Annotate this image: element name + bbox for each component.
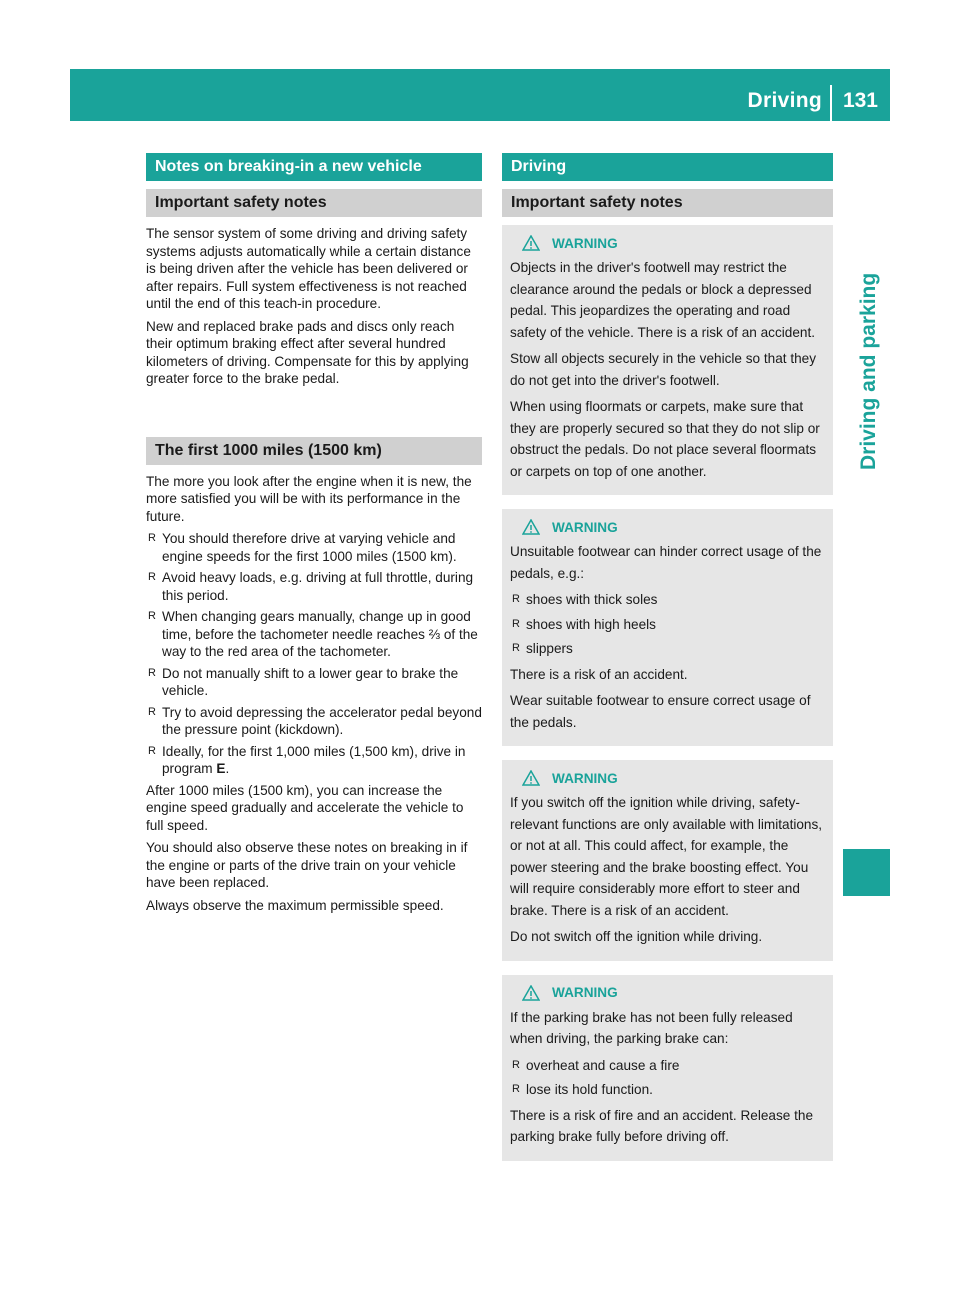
header-title: Driving — [747, 89, 822, 112]
section-title-driving: Driving — [502, 153, 833, 181]
bullet-marker: R — [148, 744, 156, 757]
warning-triangle-icon — [522, 770, 540, 786]
warning-header — [510, 985, 825, 1001]
bullet-marker: R — [512, 617, 520, 630]
bullet-marker: R — [148, 705, 156, 718]
bullet-marker: R — [148, 610, 156, 622]
list-item-text-end: . — [225, 761, 230, 776]
bullet-marker: R — [512, 1083, 520, 1095]
warning-box — [502, 225, 833, 495]
subsection-title-safety: Important safety notes — [146, 189, 482, 217]
paragraph: Objects in the driver's footwell may restrict the clearance around the pedals or block a depressed pedal. This jeopardizes the operating and road safety of the vehicle. There is a risk of an accident. — [510, 260, 816, 340]
list-item — [146, 665, 482, 700]
list-item-text: Avoid heavy loads, e.g. driving at full throttle, during this period. — [162, 570, 474, 603]
program-letter: E — [216, 761, 226, 776]
page-header — [70, 69, 890, 121]
bullet-marker: R — [512, 642, 520, 654]
page-number: 131 — [842, 89, 878, 112]
warning-header — [510, 235, 825, 251]
list-item-text: lose its hold function. — [526, 1082, 653, 1097]
bullet-marker: R — [148, 571, 156, 583]
paragraph: Always observe the maximum permissible speed. — [146, 897, 444, 913]
list-item-text: overheat and cause a fire — [526, 1057, 680, 1073]
warning-box — [502, 975, 833, 1161]
paragraph: If you switch off the ignition while driving, safety-relevant functions are only available with limitations, or not at all. This could affect, for example, the power steering and the brake boosting effect. You will require considerably more effort to steer and brake. There is a risk of an accident. — [510, 795, 823, 918]
paragraph: The more you look after the engine when it is new, the more satisfied you will be with its performance in the future. — [146, 473, 472, 524]
bullet-marker: R — [512, 593, 520, 605]
paragraph: Do not switch off the ignition while driving. — [510, 929, 763, 944]
paragraph: There is a risk of an accident. — [510, 666, 688, 682]
bullet-list — [510, 589, 825, 660]
list-item-text: Do not manually shift to a lower gear to brake the vehicle. — [162, 665, 459, 698]
list-item-text: shoes with high heels — [526, 616, 656, 632]
warning-triangle-icon — [522, 235, 540, 251]
paragraph: If the parking brake has not been fully released when driving, the parking brake can: — [510, 1009, 793, 1046]
paragraph: Stow all objects securely in the vehicle so that they do not get into the driver's footwell. — [510, 351, 817, 388]
right-column — [502, 153, 833, 1175]
bullet-marker: R — [148, 666, 156, 679]
list-item-text: Try to avoid depressing the accelerator pedal beyond the pressure point (kickdown). — [162, 704, 482, 737]
paragraph: When using floormats or carpets, make sure that they are properly secured so that they do not slip or obstruct the pedals. Do not place several floormats or carpets on top of one another. — [510, 399, 820, 479]
side-tab-marker — [843, 849, 890, 896]
list-item-text: When changing gears manually, change up in good time, before the tachometer needle reaches ⅔ of the way to the red area of the tachometer. — [162, 609, 478, 659]
list-item — [510, 589, 825, 611]
section-title-breaking-in: Notes on breaking-in a new vehicle — [146, 153, 482, 181]
warning-label: WARNING — [552, 985, 618, 1000]
list-item — [146, 608, 482, 661]
warning-box — [502, 760, 833, 961]
list-item — [146, 743, 482, 778]
list-item — [510, 638, 825, 660]
header-divider — [830, 85, 832, 121]
warning-header — [510, 519, 825, 535]
list-item-text: You should therefore drive at varying vehicle and engine speeds for the first 1000 miles (1500 km). — [162, 531, 457, 564]
list-item-text: slippers — [526, 641, 573, 656]
paragraph: New and replaced brake pads and discs only reach their optimum braking effect after several hundred kilometers of driving. Compensate for this by applying greater force to the brake pedal. — [146, 318, 469, 386]
paragraph: Wear suitable footwear to ensure correct usage of the pedals. — [510, 693, 811, 730]
warning-header — [510, 770, 825, 786]
paragraph: Unsuitable footwear can hinder correct usage of the pedals, e.g.: — [510, 544, 822, 581]
paragraph: There is a risk of fire and an accident. Release the parking brake fully before driving off. — [510, 1107, 813, 1144]
list-item — [146, 704, 482, 739]
list-item — [146, 530, 482, 565]
paragraph: You should also observe these notes on breaking in if the engine or parts of the drive train on your vehicle have been replaced. — [146, 840, 468, 890]
bullet-marker: R — [148, 532, 156, 544]
warning-triangle-icon — [522, 519, 540, 535]
warning-label: WARNING — [552, 235, 618, 251]
list-item-text: Ideally, for the first 1,000 miles (1,500 km), drive in program — [162, 743, 466, 776]
warning-label: WARNING — [552, 770, 618, 786]
side-tab-label: Driving and parking — [857, 272, 880, 470]
bullet-marker: R — [512, 1058, 520, 1071]
paragraph: After 1000 miles (1500 km), you can increase the engine speed gradually and accelerate the vehicle to full speed. — [146, 782, 464, 833]
bullet-list — [510, 1055, 825, 1101]
paragraph: The sensor system of some driving and driving safety systems adjusts automatically while a certain distance is being driven after the vehicle has been delivered or after repairs. Full system effectiveness is not reached until the end of this teach-in procedure. — [146, 226, 471, 311]
warning-triangle-icon — [522, 985, 540, 1001]
subsection-title-first-miles: The first 1000 miles (1500 km) — [146, 437, 482, 465]
bullet-list — [146, 530, 482, 778]
list-item — [146, 569, 482, 604]
list-item — [510, 1079, 825, 1101]
warning-label: WARNING — [552, 519, 618, 535]
list-item — [510, 1055, 825, 1077]
subsection-title-safety: Important safety notes — [502, 189, 833, 217]
list-item-text: shoes with thick soles — [526, 592, 658, 607]
left-column — [146, 153, 482, 919]
list-item — [510, 614, 825, 636]
warning-box — [502, 509, 833, 746]
